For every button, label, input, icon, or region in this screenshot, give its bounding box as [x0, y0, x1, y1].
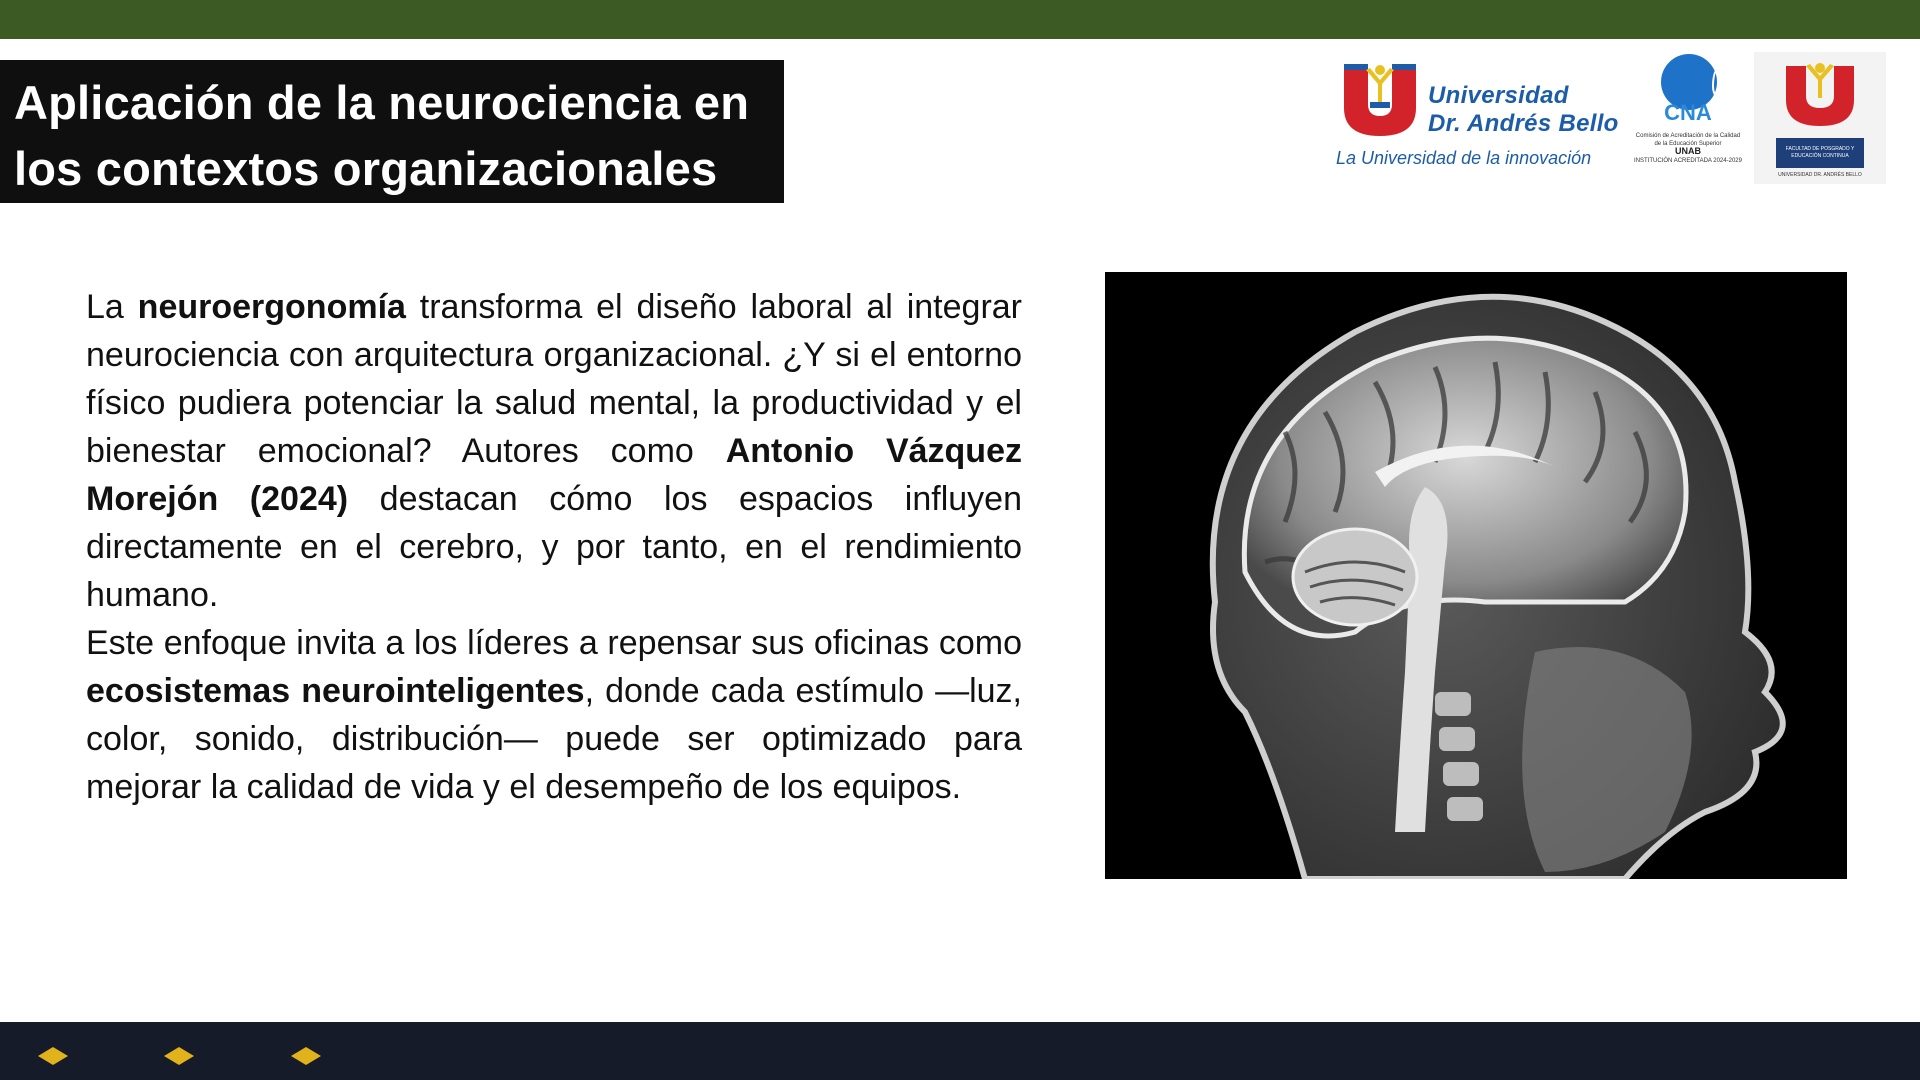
- body-text: [86, 283, 1022, 811]
- unab-u-emblem-icon: [1780, 58, 1860, 128]
- paragraph-2: [86, 619, 1022, 811]
- unab-logo: [1330, 54, 1630, 174]
- posgrado-band: FACULTAD DE POSGRADO Y EDUCACIÓN CONTINUA: [1776, 138, 1864, 168]
- cna-logo: [1632, 50, 1744, 180]
- posgrado-logo: [1754, 52, 1886, 184]
- unab-name-line-1: Universidad: [1428, 82, 1569, 109]
- top-accent-bar: [0, 0, 1920, 39]
- title-line-1: Aplicación de la neurociencia en: [14, 76, 750, 129]
- cna-accreditation: INSTITUCIÓN ACREDITADA 2024-2029: [1634, 158, 1742, 164]
- cna-caption: Comisión de Acreditación de la Calidad de la Educación Superior: [1635, 133, 1741, 147]
- unab-name-line-2: Dr. Andrés Bello: [1428, 110, 1619, 137]
- diamond-icon: [164, 1047, 194, 1065]
- unab-tagline: La Universidad de la innovación: [1336, 148, 1592, 168]
- page-title: [14, 70, 770, 202]
- posgrado-footer: UNIVERSIDAD DR. ANDRÉS BELLO: [1778, 172, 1862, 178]
- paragraph-1: [86, 283, 1022, 619]
- cna-institution: UNAB: [1675, 146, 1701, 156]
- bold-author: Antonio Vázquez Morejón (2024): [86, 432, 1022, 518]
- diamond-icon: [291, 1047, 321, 1065]
- bold-term: ecosistemas neurointeligentes: [86, 672, 585, 710]
- logo-strip: [1330, 50, 1890, 190]
- title-line-2: los contextos organizacionales: [14, 142, 718, 195]
- text-run: destacan cómo los espacios influyen directamente en el cerebro, y por tanto, en el rendimiento humano.: [86, 480, 1022, 614]
- brain-mri-sagittal-icon: [1105, 272, 1847, 879]
- cna-letters: CNA: [1664, 100, 1712, 125]
- text-run: transforma el diseño laboral al integrar neurociencia con arquitectura organizacional. ¿Y si el entorno físico pudiera potenciar la salud mental, la productividad y el bienestar emocional? Autores como: [86, 288, 1022, 470]
- text-run: Este enfoque invita a los líderes a repensar sus oficinas como: [86, 624, 1022, 662]
- unab-u-emblem-icon: [1340, 58, 1420, 138]
- title-box: [0, 60, 784, 203]
- text-run: , donde cada estímulo —luz, color, sonido, distribución— puede ser optimizado para mejorar la calidad de vida y el desempeño de los equipos.: [86, 672, 1022, 806]
- diamond-icon: [38, 1047, 68, 1065]
- text-run: La: [86, 288, 138, 326]
- brain-mri-image: [1105, 272, 1847, 879]
- bottom-bar: [0, 1022, 1920, 1080]
- bold-term: neuroergonomía: [137, 288, 406, 326]
